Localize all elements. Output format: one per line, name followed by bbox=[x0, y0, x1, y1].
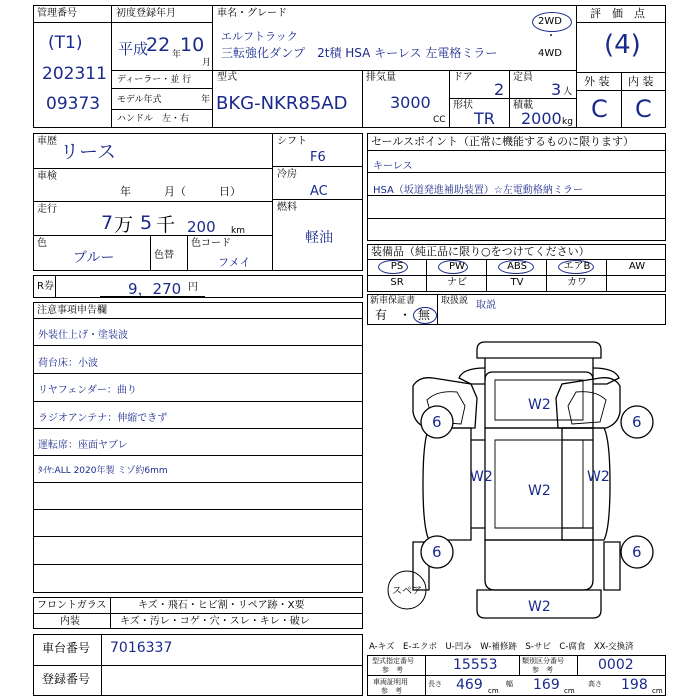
shift-value: F6 bbox=[310, 150, 326, 165]
note-line-5: 運転席：座面ヤブレ bbox=[38, 440, 128, 451]
right-cab-side-outline bbox=[556, 378, 620, 428]
selling-point-2: HSA（坂道発進補助装置）☆左電動格納ミラー bbox=[373, 185, 583, 196]
displacement-label: 排気量 bbox=[366, 72, 396, 83]
r-ticket-value: 9，270 bbox=[128, 280, 182, 298]
damage-legend: A-キズ E-エクボ U-凹み W-補修跡 S-サビ C-腐食 XX-交換済 bbox=[369, 642, 634, 652]
width-unit: cm bbox=[564, 687, 575, 695]
length-value: 469 bbox=[456, 677, 483, 693]
color-code-value: フメイ bbox=[218, 256, 251, 269]
mileage-unit: km bbox=[231, 226, 245, 236]
notes-title: 注意事項申告欄 bbox=[37, 305, 107, 316]
doors-value: 2 bbox=[494, 80, 505, 99]
capacity-value: 3 bbox=[551, 80, 562, 99]
width-value: 169 bbox=[533, 677, 560, 693]
color-value: ブルー bbox=[73, 250, 115, 266]
category-sub: 参 考 bbox=[532, 666, 553, 674]
drive-2wd: 2WD bbox=[538, 16, 562, 27]
model-year-unit: 年 bbox=[201, 95, 211, 105]
equip-abs: ABS bbox=[507, 261, 527, 272]
color-change-label: 色替 bbox=[154, 250, 174, 261]
interior-label: 内 装 bbox=[628, 75, 654, 88]
reg-year-unit: 年 bbox=[172, 50, 182, 60]
height-unit: cm bbox=[652, 687, 663, 695]
ac-value: AC bbox=[310, 184, 328, 199]
manual-value: 取説 bbox=[476, 300, 496, 311]
equip-ps: PS bbox=[390, 261, 404, 272]
damage-mark-bed: W2 bbox=[528, 483, 551, 499]
handle-label: ハンドル 左・右 bbox=[117, 114, 190, 124]
front-glass-value: キズ・飛石・ヒビ割・リペア跡・X要 bbox=[138, 600, 305, 611]
reg-month: 10 bbox=[180, 34, 205, 56]
left-bed-side-outline bbox=[423, 428, 471, 540]
mgmt-label: 管理番号 bbox=[37, 8, 77, 19]
right-mirror-outline bbox=[593, 368, 619, 384]
equip-tv: TV bbox=[510, 277, 524, 288]
type-value: BKG-NKR85AD bbox=[216, 93, 348, 114]
type-designation-value: 15553 bbox=[453, 657, 498, 673]
equip-airbag: エアB bbox=[563, 261, 591, 272]
note-line-1: 外装仕上げ・塗装波 bbox=[38, 330, 128, 341]
warranty-options: 有 ・ bbox=[375, 308, 412, 322]
r-ticket-label: R券 bbox=[37, 281, 54, 292]
reg-era: 平成 bbox=[118, 40, 149, 58]
type-designation-label: 型式指定番号 bbox=[372, 657, 414, 665]
height-value: 198 bbox=[621, 677, 648, 693]
equip-sr: SR bbox=[390, 277, 404, 288]
interior-row-label: 内装 bbox=[60, 616, 80, 627]
color-code-label: 色コード bbox=[191, 238, 231, 249]
displacement-value: 3000 bbox=[390, 93, 431, 112]
drive-4wd: 4WD bbox=[538, 48, 562, 59]
cert-sub: 参 考 bbox=[381, 687, 402, 695]
mileage-sen-unit: 千 bbox=[156, 214, 176, 236]
note-line-2: 荷台床：小波 bbox=[38, 358, 98, 369]
load-label: 積載 bbox=[513, 100, 533, 111]
note-line-3: リヤフェンダー：曲り bbox=[38, 385, 137, 396]
mgmt-number: 09373 bbox=[46, 94, 101, 114]
registration-label: 登録番号 bbox=[42, 672, 91, 686]
ac-label: 冷房 bbox=[277, 169, 297, 180]
left-mirror-outline bbox=[459, 368, 485, 384]
reg-month-unit: 月 bbox=[202, 58, 212, 68]
category-label: 類別区分番号 bbox=[522, 657, 564, 665]
equip-leather: カワ bbox=[567, 277, 587, 288]
mileage-man: 7 bbox=[101, 212, 114, 234]
car-name-label: 車名・グレード bbox=[217, 8, 287, 19]
length-unit: cm bbox=[488, 687, 499, 695]
damage-mark-left: W2 bbox=[470, 469, 493, 485]
r-ticket-frame bbox=[33, 275, 363, 298]
equip-navi: ナビ bbox=[447, 277, 467, 288]
width-label: 幅 bbox=[506, 680, 513, 688]
interior-grade: C bbox=[635, 95, 652, 123]
mileage-label: 走行 bbox=[37, 204, 57, 215]
tire-front-right-tread: 6 bbox=[632, 413, 642, 431]
capacity-label: 定員 bbox=[513, 72, 533, 83]
equip-pw: PW bbox=[449, 261, 465, 272]
rear-panel-outline bbox=[485, 540, 593, 590]
car-name-line1: エルフトラック bbox=[221, 30, 298, 43]
length-label: 長さ bbox=[428, 680, 442, 688]
mileage-rest: 200 bbox=[187, 218, 216, 236]
vehicle-diagram bbox=[367, 328, 666, 630]
note-line-4: ラジオアンテナ：伸縮できず bbox=[38, 413, 168, 424]
fuel-value: 軽油 bbox=[305, 230, 333, 246]
car-name-line2: 三転強化ダンプ 2t積 HSA キーレス 左電格ミラー bbox=[221, 46, 498, 60]
chassis-label: 車台番号 bbox=[42, 641, 91, 655]
load-value: 2000 bbox=[521, 109, 562, 128]
manual-label: 取扱説 bbox=[441, 296, 469, 306]
color-label: 色 bbox=[37, 238, 47, 249]
model-year-label: モデル年式 bbox=[117, 95, 162, 105]
front-glass-label: フロントガラス bbox=[37, 600, 107, 611]
chassis-value: 7016337 bbox=[110, 640, 173, 656]
tire-rear-left-tread: 6 bbox=[432, 543, 442, 561]
front-bumper-outline bbox=[477, 342, 601, 358]
history-value: リース bbox=[60, 141, 117, 163]
displacement-unit: CC bbox=[433, 115, 446, 125]
eval-score: (4) bbox=[604, 30, 641, 60]
warranty-none: 無 bbox=[418, 308, 431, 322]
tire-rear-right-tread: 6 bbox=[632, 543, 642, 561]
dealer-label: ディーラー・並 行 bbox=[117, 75, 192, 85]
drive-dot: ・ bbox=[546, 31, 556, 42]
exterior-grade: C bbox=[591, 95, 608, 123]
note-line-6: ﾀｲﾔ:ALL 2020年製 ミゾ約6mm bbox=[38, 466, 168, 476]
damage-mark-right: W2 bbox=[587, 469, 610, 485]
inspection-label: 車検 bbox=[37, 171, 57, 182]
spare-label: スペア bbox=[392, 586, 422, 597]
shape-value: TR bbox=[474, 109, 495, 128]
mileage-man-unit: 万 bbox=[114, 214, 134, 236]
shape-label: 形状 bbox=[453, 100, 473, 111]
tire-front-left-tread: 6 bbox=[432, 413, 442, 431]
capacity-unit: 人 bbox=[563, 87, 573, 97]
type-designation-sub: 参 考 bbox=[382, 666, 403, 674]
eval-label: 評 価 点 bbox=[590, 7, 645, 20]
type-label: 型式 bbox=[217, 72, 237, 83]
inspection-text: 年 月（ 日） bbox=[120, 185, 241, 198]
selling-points-title: セールスポイント（正常に機能するものに限ります） bbox=[371, 135, 635, 148]
cert-label: 車両証明用 bbox=[373, 678, 408, 686]
warranty-label: 新車保証書 bbox=[370, 296, 416, 306]
shift-label: シフト bbox=[277, 136, 307, 147]
fuel-label: 燃料 bbox=[277, 202, 297, 213]
doors-label: ドア bbox=[453, 72, 473, 83]
reg-year: 22 bbox=[146, 34, 171, 56]
equipment-title: 装備品（純正品に限り○をつけてください） bbox=[371, 245, 590, 258]
equip-aw: AW bbox=[628, 261, 646, 272]
damage-mark-cab: W2 bbox=[528, 397, 551, 413]
selling-point-1: キーレス bbox=[373, 161, 413, 172]
r-ticket-unit: 円 bbox=[188, 282, 198, 293]
mgmt-code: (T1) bbox=[48, 33, 83, 53]
exterior-label: 外 装 bbox=[584, 75, 610, 88]
mileage-sen: 5 bbox=[140, 212, 153, 234]
category-value: 0002 bbox=[598, 657, 634, 673]
mgmt-date: 202311 bbox=[42, 64, 107, 84]
height-label: 高さ bbox=[588, 680, 602, 688]
reg-label: 初度登録年月 bbox=[116, 8, 176, 19]
interior-row-value: キズ・汚レ・コゲ・穴・スレ・キレ・破レ bbox=[120, 616, 310, 627]
history-label: 車歴 bbox=[37, 136, 57, 147]
damage-mark-rear: W2 bbox=[528, 599, 551, 615]
load-unit: kg bbox=[562, 117, 573, 127]
